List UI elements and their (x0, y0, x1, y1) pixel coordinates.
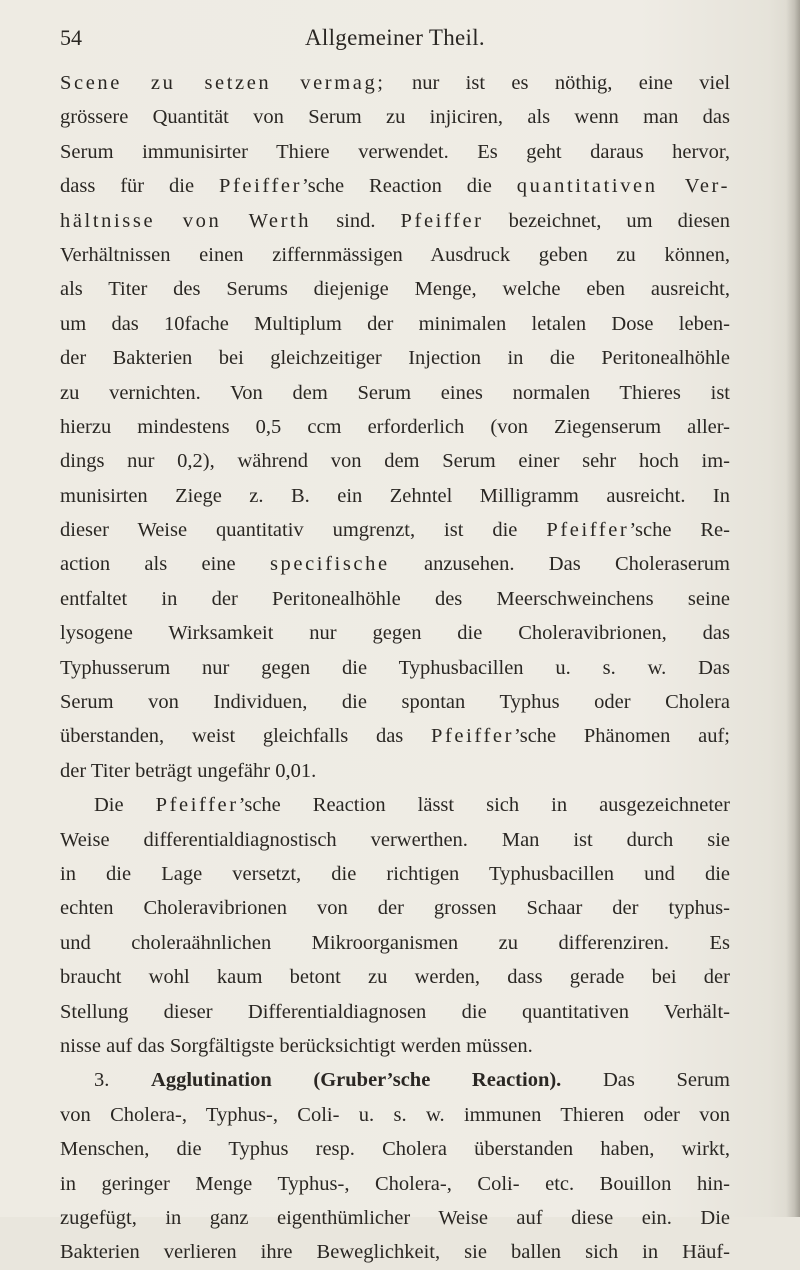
text-line: echten Choleravibrionen von der grossen Schaar der typhus- (60, 897, 730, 920)
text-line: nisse auf das Sorgfältigste berücksichtigt werden müssen. (60, 1034, 533, 1057)
text-line: Serum von Individuen, die spontan Typhus oder Cholera (60, 691, 730, 714)
text-line: überstanden, weist gleichfalls das Pfeiffer’sche Phänomen auf; (60, 725, 730, 748)
text-line: munisirten Ziege z. B. ein Zehntel Milligramm ausreicht. In (60, 484, 730, 507)
text-line: Menschen, die Typhus resp. Cholera überstanden haben, wirkt, (60, 1138, 730, 1161)
text-line: braucht wohl kaum betont zu werden, dass gerade bei der (60, 966, 730, 989)
text-line: Stellung dieser Differentialdiagnosen die quantitativen Verhält- (60, 1000, 730, 1023)
text-line: in die Lage versetzt, die richtigen Typhusbacillen und die (60, 862, 730, 885)
body-text (60, 66, 730, 1270)
text-line: zugefügt, in ganz eigenthümlicher Weise auf diese ein. Die (60, 1206, 730, 1229)
text-line: grössere Quantität von Serum zu injiciren, als wenn man das (60, 106, 730, 129)
text-line: dieser Weise quantitativ umgrenzt, ist die Pfeiffer’sche Re- (60, 519, 730, 542)
running-head: Allgemeiner Theil. (305, 25, 485, 50)
section-heading: Agglutination (Gruber’sche Reaction). (151, 1069, 562, 1092)
text-line: dass für die Pfeiffer’sche Reaction die quantitativen Ver- (60, 175, 730, 198)
text-line: Weise differentialdiagnostisch verwerthen. Man ist durch sie (60, 828, 730, 851)
text-line: lysogene Wirksamkeit nur gegen die Choleravibrionen, das (60, 622, 730, 645)
section-heading-line: 3. Agglutination (Gruber’sche Reaction). Das Serum (94, 1069, 730, 1092)
text-line: um das 10fache Multiplum der minimalen letalen Dose leben- (60, 312, 730, 335)
text-line: dings nur 0,2), während von dem Serum einer sehr hoch im- (60, 450, 730, 473)
text-line: von Cholera-, Typhus-, Coli- u. s. w. immunen Thieren oder von (60, 1103, 730, 1126)
text-line: hierzu mindestens 0,5 ccm erforderlich (von Ziegenserum aller- (60, 415, 730, 438)
text-line: Serum immunisirter Thiere verwendet. Es geht daraus hervor, (60, 140, 730, 163)
text-line: als Titer des Serums diejenige Menge, welche eben ausreicht, (60, 278, 730, 301)
text-line: in geringer Menge Typhus-, Cholera-, Coli- etc. Bouillon hin- (60, 1172, 730, 1195)
text-line: zu vernichten. Von dem Serum eines normalen Thieres ist (60, 381, 730, 404)
text-line: der Titer beträgt ungefähr 0,01. (60, 759, 317, 782)
text-line: Verhältnissen einen ziffernmässigen Ausdruck geben zu können, (60, 243, 730, 266)
text-line: Typhusserum nur gegen die Typhusbacillen u. s. w. Das (60, 656, 730, 679)
page-edge-shadow (786, 0, 800, 1217)
text-line: der Bakterien bei gleichzeitiger Injection in die Peritonealhöhle (60, 347, 730, 370)
text-line: entfaltet in der Peritonealhöhle des Meerschweinchens seine (60, 587, 730, 610)
page-number: 54 (60, 25, 82, 50)
text-line: hältnisse von Werth sind. Pfeiffer bezeichnet, um diesen (60, 209, 730, 232)
text-line: action als eine specifische anzusehen. Das Choleraserum (60, 553, 730, 576)
text-line: Scene zu setzen vermag; nur ist es nöthig, eine viel (60, 72, 730, 94)
text-line: und choleraähnlichen Mikroorganismen zu differenziren. Es (60, 931, 730, 954)
page-header (60, 20, 730, 56)
text-line: Die Pfeiffer’sche Reaction lässt sich in ausgezeichneter (94, 794, 730, 817)
text-line: Bakterien verlieren ihre Beweglichkeit, sie ballen sich in Häuf- (60, 1241, 730, 1264)
